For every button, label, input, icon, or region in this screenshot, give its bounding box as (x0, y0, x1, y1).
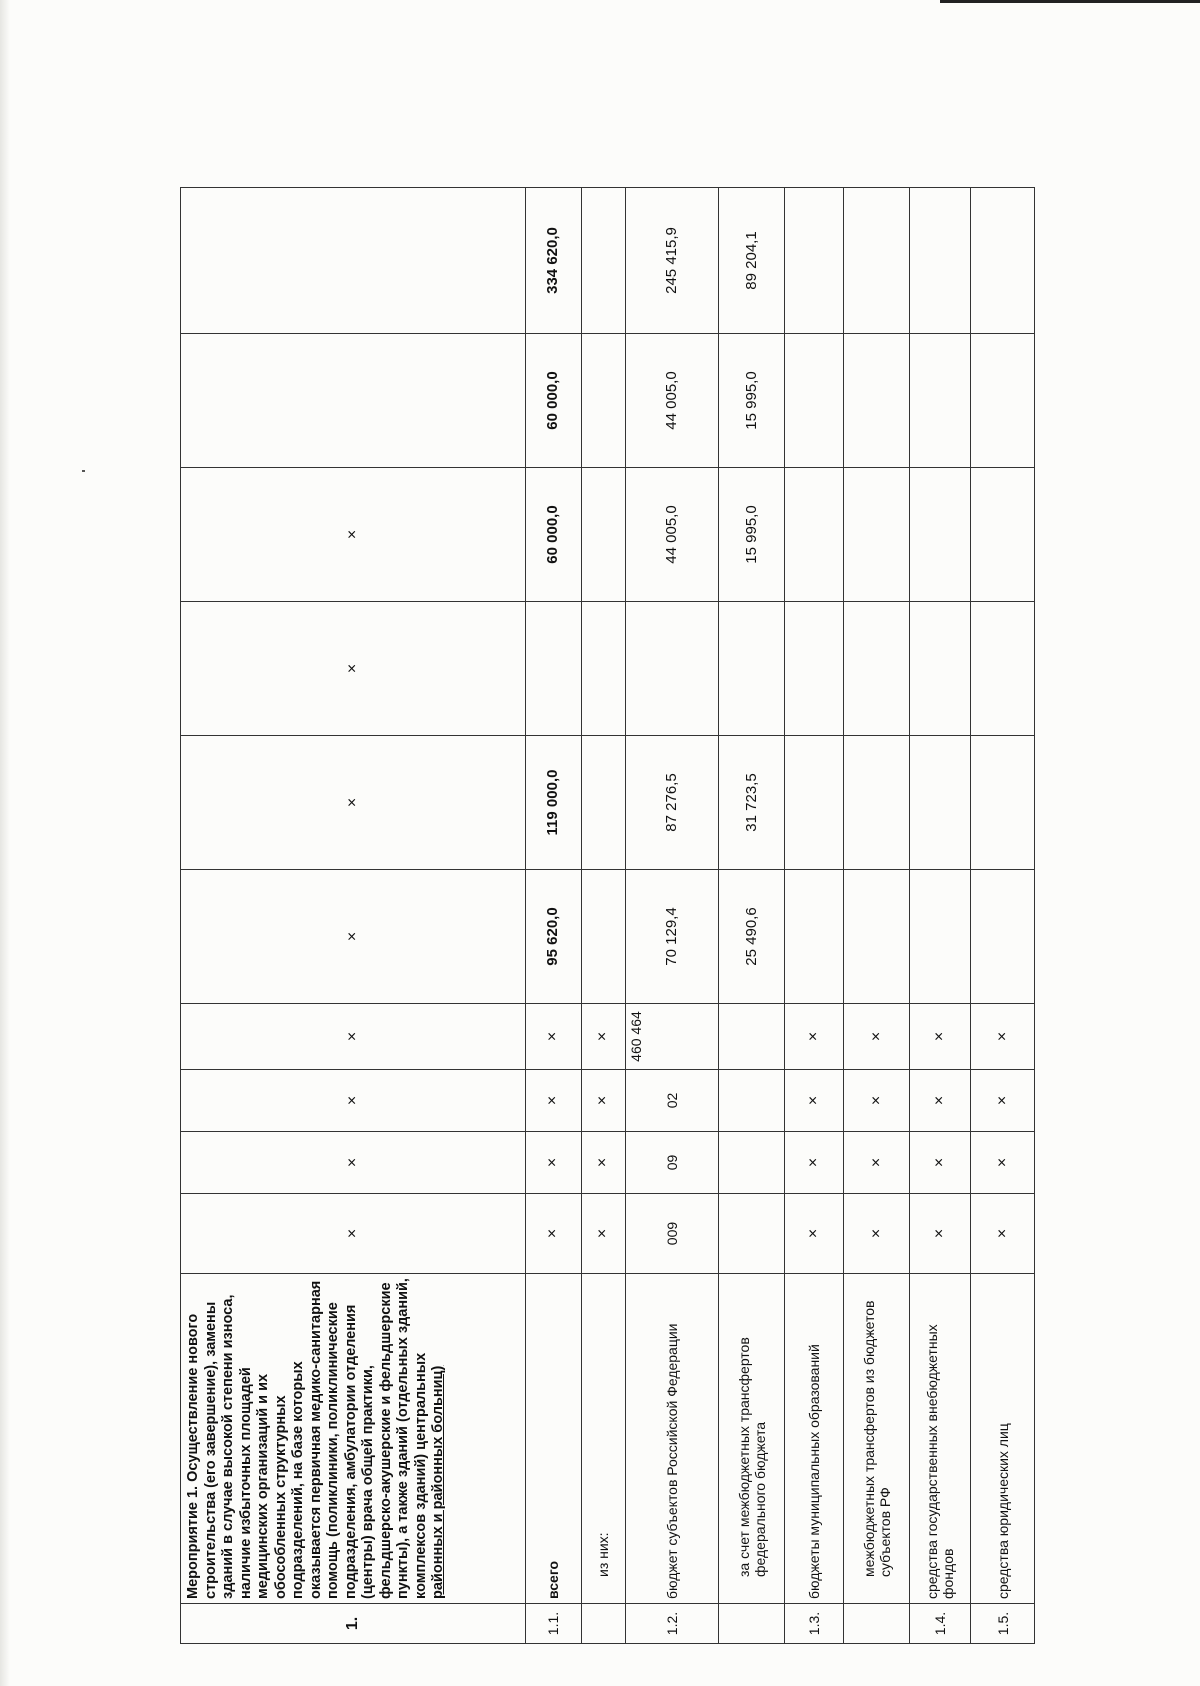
row-pr: × (784, 1070, 843, 1132)
activity-y4: × (181, 468, 526, 602)
row-y4: 44 005,0 (626, 468, 719, 602)
row-number: 1.4. (909, 1604, 970, 1644)
row-y2 (909, 736, 970, 870)
row-pr: × (581, 1070, 626, 1132)
row-y3 (581, 602, 626, 736)
row-y1: 25 490,6 (719, 870, 785, 1004)
table-row (581, 188, 626, 1644)
activity-y3: × (181, 602, 526, 736)
row-vr: × (971, 1004, 1035, 1070)
row-total (844, 188, 910, 334)
scan-speck (82, 470, 85, 472)
row-vr: 460 464 (626, 1004, 719, 1070)
row-label: всего (526, 1274, 581, 1604)
row-pr: × (971, 1070, 1035, 1132)
row-grbs: × (971, 1194, 1035, 1274)
activity-title-underlined: районных и районных больниц) (430, 1365, 446, 1599)
row-total: 334 620,0 (526, 188, 581, 334)
row-number: 1.3. (784, 1604, 843, 1644)
row-y1 (971, 870, 1035, 1004)
row-y1 (844, 870, 910, 1004)
row-y4: 15 995,0 (719, 468, 785, 602)
row-y4: 60 000,0 (526, 468, 581, 602)
activity-number: 1. (181, 1604, 526, 1644)
row-vr: × (784, 1004, 843, 1070)
activity-total (181, 188, 526, 334)
table-row (719, 188, 785, 1644)
row-total (909, 188, 970, 334)
row-vr: × (581, 1004, 626, 1070)
row-number (581, 1604, 626, 1644)
row-y2 (971, 736, 1035, 870)
table-row (844, 188, 910, 1644)
row-grbs: × (909, 1194, 970, 1274)
row-rz: × (784, 1132, 843, 1194)
row-pr: × (909, 1070, 970, 1132)
row-y1 (909, 870, 970, 1004)
row-label: средства государственных внебюджетных фондов (909, 1274, 970, 1604)
row-y2: 87 276,5 (626, 736, 719, 870)
activity-y1: × (181, 870, 526, 1004)
row-total (581, 188, 626, 334)
row-rz: 09 (626, 1132, 719, 1194)
row-y2: 119 000,0 (526, 736, 581, 870)
row-y1 (581, 870, 626, 1004)
row-y2: 31 723,5 (719, 736, 785, 870)
row-y3 (626, 602, 719, 736)
row-total (971, 188, 1035, 334)
row-total (784, 188, 843, 334)
row-rz (719, 1132, 785, 1194)
row-y3 (971, 602, 1035, 736)
row-rz: × (909, 1132, 970, 1194)
activity-title (181, 1274, 526, 1604)
row-pr: × (844, 1070, 910, 1132)
row-vr (719, 1004, 785, 1070)
row-pr: 02 (626, 1070, 719, 1132)
row-label: бюджет субъектов Российской Федерации (626, 1274, 719, 1604)
financing-table (180, 187, 1035, 1644)
row-y5 (909, 334, 970, 468)
row-y5: 44 005,0 (626, 334, 719, 468)
table-row (626, 188, 719, 1644)
activity-grbs: × (181, 1194, 526, 1274)
row-y4 (784, 468, 843, 602)
row-y2 (844, 736, 910, 870)
row-label: за счет межбюджетных трансфертов федерального бюджета (719, 1274, 785, 1604)
activity-rz: × (181, 1132, 526, 1194)
row-grbs: 009 (626, 1194, 719, 1274)
row-y1 (784, 870, 843, 1004)
table-row (784, 188, 843, 1644)
table-row (526, 188, 581, 1644)
row-y4 (971, 468, 1035, 602)
row-y3 (719, 602, 785, 736)
activity-y2: × (181, 736, 526, 870)
row-label: межбюджетных трансфертов из бюджетов субъектов РФ (844, 1274, 910, 1604)
row-vr: × (526, 1004, 581, 1070)
row-grbs (719, 1194, 785, 1274)
row-label: бюджеты муниципальных образований (784, 1274, 843, 1604)
row-grbs: × (526, 1194, 581, 1274)
row-label: средства юридических лиц (971, 1274, 1035, 1604)
rotated-page (180, 188, 1035, 1644)
row-rz: × (844, 1132, 910, 1194)
row-y1: 95 620,0 (526, 870, 581, 1004)
row-number: 1.5. (971, 1604, 1035, 1644)
row-rz: × (971, 1132, 1035, 1194)
scan-top-line (940, 0, 1200, 3)
row-grbs: × (784, 1194, 843, 1274)
row-total: 89 204,1 (719, 188, 785, 334)
row-y4 (581, 468, 626, 602)
row-y3 (526, 602, 581, 736)
row-y5 (844, 334, 910, 468)
activity-vr: × (181, 1004, 526, 1070)
row-y5 (971, 334, 1035, 468)
row-rz: × (526, 1132, 581, 1194)
scan-edge-shadow (0, 0, 10, 1686)
row-number: 1.2. (626, 1604, 719, 1644)
row-grbs: × (844, 1194, 910, 1274)
row-label: из них: (581, 1274, 626, 1604)
row-number (719, 1604, 785, 1644)
row-y5 (581, 334, 626, 468)
row-total: 245 415,9 (626, 188, 719, 334)
table-row (909, 188, 970, 1644)
row-y4 (909, 468, 970, 602)
activity-pr: × (181, 1070, 526, 1132)
row-y3 (784, 602, 843, 736)
row-y4 (844, 468, 910, 602)
activity-y5 (181, 334, 526, 468)
row-pr: × (526, 1070, 581, 1132)
row-y5: 60 000,0 (526, 334, 581, 468)
row-y5 (784, 334, 843, 468)
activity-row (181, 188, 526, 1644)
table-row (971, 188, 1035, 1644)
row-y3 (844, 602, 910, 736)
row-number (844, 1604, 910, 1644)
row-vr: × (844, 1004, 910, 1070)
row-rz: × (581, 1132, 626, 1194)
row-number: 1.1. (526, 1604, 581, 1644)
row-y1: 70 129,4 (626, 870, 719, 1004)
row-grbs: × (581, 1194, 626, 1274)
row-y5: 15 995,0 (719, 334, 785, 468)
row-vr: × (909, 1004, 970, 1070)
row-y2 (784, 736, 843, 870)
row-y2 (581, 736, 626, 870)
row-y3 (909, 602, 970, 736)
row-pr (719, 1070, 785, 1132)
activity-title-text: Мероприятие 1. Осуществление нового строительства (его завершение), замены зданий в случае высокой степени износа, наличие избыточных площадей медицинских организаций и их обособленных структурных подразделений, на базе которых оказывается первичная медико-санитарная помощь (поликлиники, поликлинические подразделения, амбулатории отделения (центры) врача общей практики, фельдшерско-акушерские и фельдшерские пункты), а также зданий (отдельных зданий, комплексов зданий) центральных (185, 1278, 429, 1599)
